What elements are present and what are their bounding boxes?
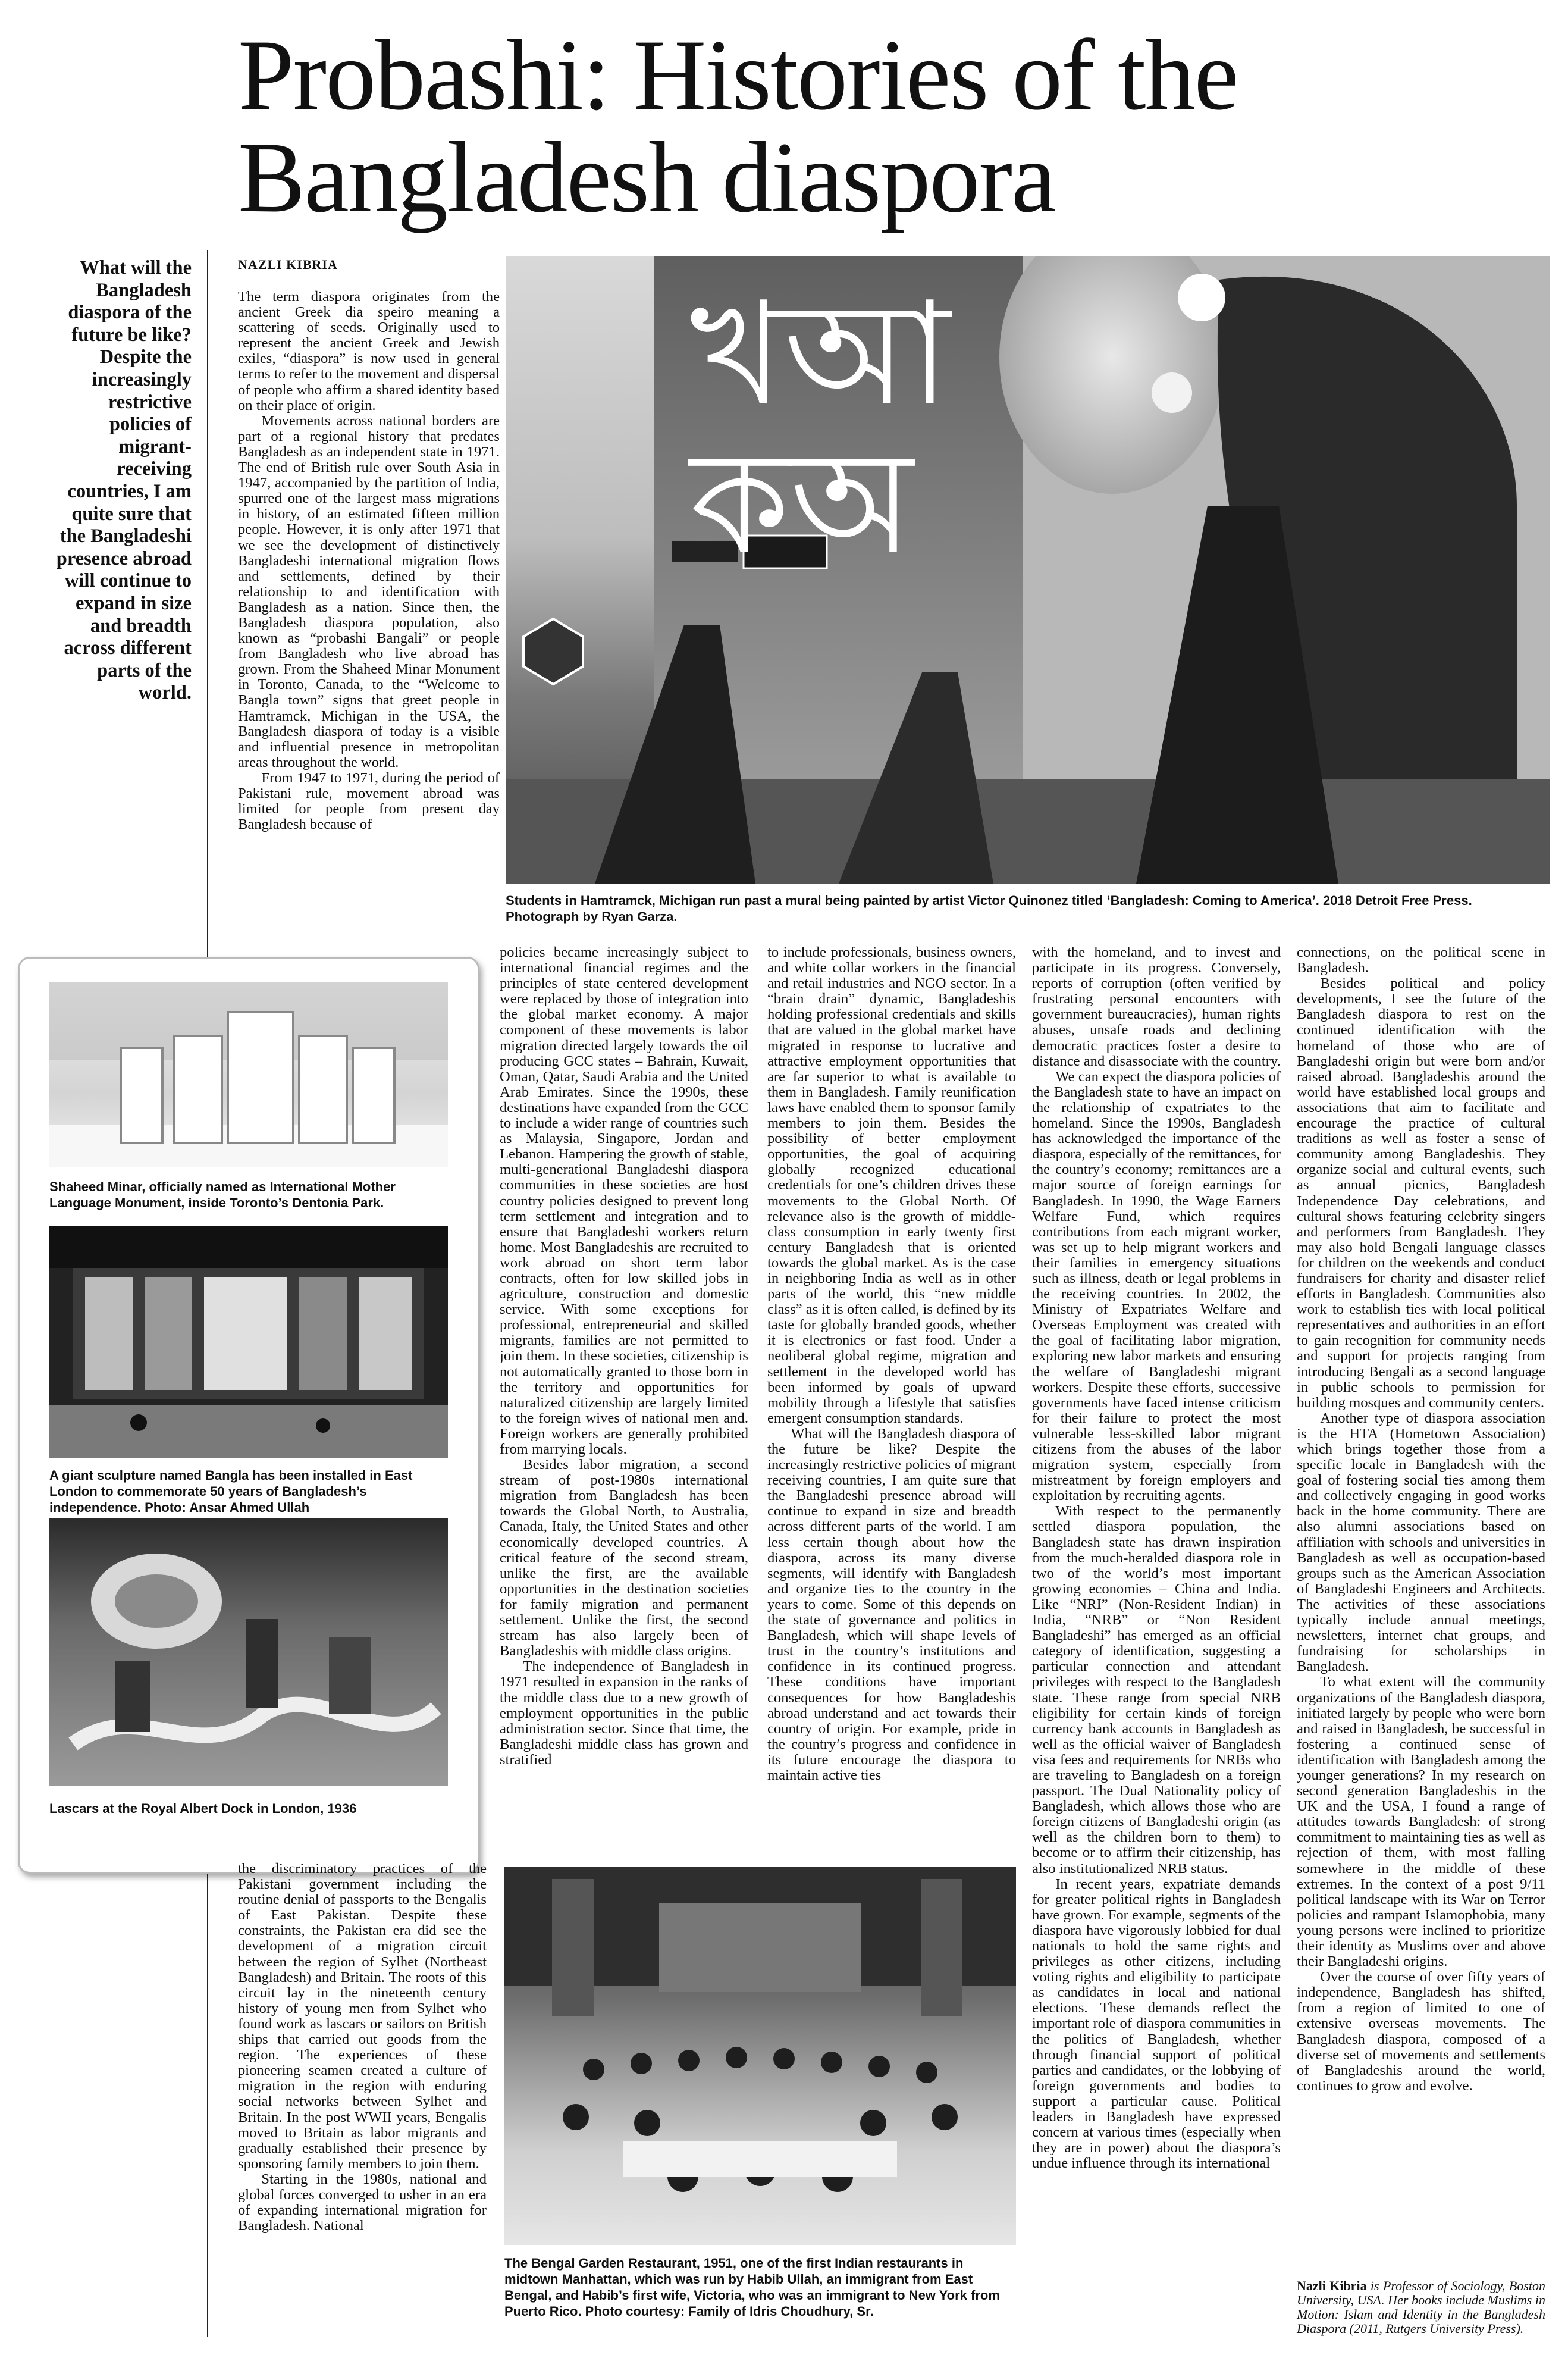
column-rule [207, 1861, 208, 2337]
paragraph: With respect to the permanently settled diaspora population, the Bangladesh state has drawn inspiration from the much-heralded diaspora role in two of the world’s most important growing economies – China and India. Like “NRI” (Non-Resident Indian) in India, “NRB” or “Non Resident Bangladeshi” has emerged as an official category of identification, suggesting a particular connection and attendant privileges with respect to the Bangladesh state. These range from special NRB eligibility for certain kinds of foreign currency bank accounts in Bangladesh as well as the official waiver of Bangladesh visa fees and requirements for NRBs who are traveling to Bangladesh on a foreign passport. The Dual Nationality policy of Bangladesh, which allows those who are foreign citizens of Bangladeshi origin (as well as the children born to them) to become or to affirm their citizenship, has also institutionalized NRB status. [1032, 1503, 1281, 1877]
paragraph: The independence of Bangladesh in 1971 resulted in expansion in the ranks of the middle class due to a new growth of employment opportunities in the public administration sector. Since that time, the Bangladeshi middle class has grown and stratified [500, 1658, 748, 1768]
author-description: is Professor of Sociology, Boston University, USA. Her books include Muslims in Motion: Islam and Identity in the Bangladesh Diaspora (2011, Rutgers University Press). [1297, 2278, 1546, 2336]
article-column-5 [1297, 945, 1545, 2278]
headline: Probashi: Histories of the Bangladesh diaspora [238, 19, 1238, 233]
paragraph: policies became increasingly subject to international financial regimes and the principles of state centered development were replaced by those of integration into the global market economy. A major component of these movements is labor migration directed largely towards the oil producing GCC states – Bahrain, Kuwait, Oman, Qatar, Saudi Arabia and the United Arab Emirates. Since the 1990s, these destinations have expanded from the GCC to include a wider range of countries such as Malaysia, Singapore, Jordan and Lebanon. Hampering the growth of stable, multi-generational Bangladeshi diaspora communities in these societies are host country policies designed to prevent long term settlement and integration and to ensure that Bangladeshi workers return home. Most Bangladeshis are recruited to work abroad on short term labor contracts, often for low skilled jobs in agriculture, construction and domestic service. With some exceptions for professional, entrepreneurial and skilled migrants, families are not permitted to join them. In these societies, citizenship is not automatically granted to those born in the territory and opportunities for naturalized citizenship are largely limited to the foreign wives of national men and. Foreign workers are generally prohibited from marrying locals. [500, 945, 748, 1457]
paragraph: Besides labor migration, a second stream of post-1980s international migration from Bangladesh has been towards the Global North, to Australia, Canada, Italy, the United States and other economically developed countries. A critical feature of the second stream, unlike the first, are the available opportunities in the destination societies for family migration and permanent settlement. Unlike the first, the second stream has also largely been of Bangladeshis with middle class origins. [500, 1457, 748, 1659]
mural-illustration [506, 256, 1550, 884]
bangla-sculpture-caption: A giant sculpture named Bangla has been installed in East London to commemorate 50 years of Bangladesh’s independence. Photo: Ansar Ahmed Ullah [49, 1468, 413, 1515]
restaurant-photo [504, 1867, 1016, 2245]
mural-text: খআকঅ [690, 271, 951, 586]
lascars-photo [49, 1518, 448, 1786]
paragraph: We can expect the diaspora policies of the Bangladesh state to have an impact on the relationship of expatriates to the homeland. Since the 1990s, Bangladesh has acknowledged the importance of the diaspora, especially of the remittances, for the country’s economy; remittances are a major source of foreign earnings for Bangladesh. In 1990, the Wage Earners Welfare Fund, which requires contributions from each migrant worker, was set up to help migrant workers and their families in emergency situations such as illness, death or legal problems in the receiving countries. In 2002, the Ministry of Expatriates Welfare and Overseas Employment was created with the goal of facilitating labor migration, exploring new labor markets and ensuring the welfare of Bangladeshi migrant workers. Despite these efforts, successive governments have faced intense criticism for their failure to protect the most vulnerable less-skilled labor migrant citizens from the abuses of the labor migration system, especially from mistreatment by foreign employers and exploitation by recruiting agents. [1032, 1068, 1281, 1504]
paragraph: with the homeland, and to invest and participate in its progress. Conversely, reports of corruption (often verified by frustrating personal encounters with government bureaucracies), human rights abuses, unsafe roads and declining democratic practices foster a desire to distance and disassociate with the country. [1032, 945, 1281, 1069]
paragraph: Besides political and policy developments, I see the future of the Bangladesh diaspora to rest on the continued identification with the homeland of those who are of Bangladeshi origin but were born and/or raised abroad. Bangladeshis around the world have established local groups and associations that aim to facilitate and encourage the practice of cultural traditions as well as foster a sense of community among Bangladeshis. They organize social and cultural events, such as annual picnics, Bangladesh Independence Day celebrations, and cultural shows featuring celebrity singers and performers from Bangladesh. They may also hold Bengali language classes for children on the weekends and conduct fundraisers for charity and disaster relief efforts in Bangladesh. Communities also work to establish ties with local political representatives and authorities in an effort to gain recognition for community needs and support for projects ranging from introducing Bengali as a second language in public schools to permission for building mosques and community centers. [1297, 975, 1545, 1411]
restaurant-photo-caption: The Bengal Garden Restaurant, 1951, one of the first Indian restaurants in midtown Manhattan, which was run by Habib Ullah, an immigrant from East Bengal, and Habib’s first wife, Victoria, who was an immigrant to New York from Puerto Rico. Photo courtesy: Family of Idris Choudhury, Sr. [504, 2256, 1000, 2319]
paragraph: To what extent will the community organizations of the Bangladesh diaspora, initiated largely by people who were born and raised in Bangladesh, be successful in fostering a continued sense of identification with Bangladesh among the younger generations? In my research on second generation Bangladeshis in the UK and the USA, I found a range of attitudes towards Bangladesh: of strong commitment to maintaining ties as well as rejection of them, with most falling somewhere in the middle of these extremes. In the context of a post 9/11 political landscape with its War on Terror policies and rampant Islamophobia, many young persons were inclined to prioritize their identity as Muslims over and above their Bangladeshi origins. [1297, 1674, 1545, 1970]
bangla-sculpture-photo [49, 1226, 448, 1458]
paragraph: In recent years, expatriate demands for greater political rights in Bangladesh have grown. For example, segments of the diaspora have vigorously lobbied for dual nationals to hold the same rights and privileges as other citizens, including voting rights and eligibility to participate as candidates in local and national elections. These demands reflect the important role of diaspora communities in the politics of Bangladesh, whether through financial support of political parties and candidates, or the lobbying of foreign governments and bodies to support a particular cause. Political leaders in Bangladesh have expressed concern at various times (especially when they are in power) about the diaspora’s undue influence through its international [1032, 1875, 1281, 2172]
author-name: Nazli Kibria [1297, 2278, 1367, 2293]
paragraph: Another type of diaspora association is the HTA (Hometown Association) which brings together those from a specific locale in Bangladesh with the goal of fostering social ties among them and collectively engaging in good works back in the home community. There are also alumni associations based on affiliation with schools and universities in Bangladesh as well as occupation-based groups such as the American Association of Bangladeshi Engineers and Architects. The activities of these associations typically include annual meetings, newsletters, internet chat groups, and fundraising for scholarships in Bangladesh. [1297, 1410, 1545, 1675]
shaheed-minar-caption: Shaheed Minar, officially named as International Mother Language Monument, inside Toronto’s Dentonia Park. [49, 1179, 396, 1210]
byline: NAZLI KIBRIA [238, 257, 338, 272]
author-bio [1297, 2279, 1545, 2336]
paragraph: to include professionals, business owners, and white collar workers in the financial and retail industries and NGO sector. In a “brain drain” dynamic, Bangladeshis holding professional credentials and skills that are valued in the global market have migrated in response to lucrative and attractive employment opportunities that are far superior to what is available to them in Bangladesh. Family reunification laws have enabled them to sponsor family members to join them. Besides the possibility of better employment opportunities, the goal of acquiring globally recognized educational credentials for one’s children drives these movements to the Global North. Of relevance also is the growth of middle-class consumption in early twenty first century Bangladesh that is oriented towards the global market. As is the case in neighboring India as well as in other parts of the world, this “new middle class” as it is often called, is defined by its taste for globally branded goods, whether it is electronics or fast food. Under a neoliberal global regime, migration and settlement in the developed world has been informed by goals of upward mobility through a lifestyle that satisfies emergent consumption standards. [767, 945, 1016, 1426]
photo-sidebar [18, 957, 479, 1874]
pull-quote: What will the Bangladesh diaspora of the future be like? Despite the increasingly restrictive policies of migrant-receiving countries, I am quite sure that the Bangladeshi presence abroad will continue to expand in size and breadth across different parts of the world. [56, 257, 192, 704]
paragraph: connections, on the political scene in Bangladesh. [1297, 945, 1545, 976]
paragraph: the discriminatory practices of the Pakistani government including the routine denial of passports to the Bengalis of East Pakistan. Despite these constraints, the Pakistan era did see the development of a migration circuit between the region of Sylhet (Northeast Bangladesh) and Britain. The roots of this circuit lay in the nineteenth century history of young men from Sylhet who found work as lascars or sailors on British ships that carried out goods from the region. The experiences of these pioneering seamen created a culture of migration in the region with enduring social networks between Sylhet and Britain. In the post WWII years, Bengalis moved to Britain as labor migrants and gradually established their presence by sponsoring family members to join them. [238, 1861, 487, 2172]
article-column-1 [238, 289, 500, 944]
main-photo-caption: Students in Hamtramck, Michigan run past a mural being painted by artist Victor Quinonez titled ‘Bangladesh: Coming to America’. 2018 Detroit Free Press. Photograph by Ryan Garza. [506, 893, 1472, 924]
paragraph: Starting in the 1980s, national and global forces converged to usher in an era of expanding international migration for Bangladesh. National [238, 2171, 487, 2234]
lascars-caption: Lascars at the Royal Albert Dock in London, 1936 [49, 1801, 357, 1816]
article-column-1-continued [238, 1861, 487, 2343]
column-rule [207, 250, 208, 958]
paragraph: The term diaspora originates from the ancient Greek dia speiro meaning a scattering of seeds. Originally used to represent the ancient Greek and Jewish exiles, “diaspora” is now used in general terms to refer to the movement and dispersal of people who affirm a shared identity based on their place of origin. [238, 289, 500, 414]
article-column-3 [767, 945, 1016, 1861]
article-column-2 [500, 945, 748, 1861]
article-column-4 [1032, 945, 1281, 2343]
shaheed-minar-photo [49, 982, 448, 1167]
paragraph: Movements across national borders are part of a regional history that predates Bangladesh as an independent state in 1971. The end of British rule over South Asia in 1947, accompanied by the partition of India, spurred one of the largest mass migrations in history, of an estimated fifteen million people. However, it is only after 1971 that we see the development of distinctively Bangladeshi international migration flows and settlements, defined by their relationship to and identification with Bangladesh as a nation. Since then, the Bangladesh diaspora population, also known as “probashi Bangali” or people from Bangladesh who live abroad has grown. From the Shaheed Minar Monument in Toronto, Canada, to the “Welcome to Bangla town” signs that greet people in Hamtramck, Michigan in the USA, the Bangladesh diaspora of today is a visible and influential presence in metropolitan areas throughout the world. [238, 412, 500, 771]
paragraph: Over the course of over fifty years of independence, Bangladesh has shifted, from a region of limited to one of extensive overseas movements. The Bangladesh diaspora, composed of a diverse set of movements and settlements of Bangladeshis around the world, continues to grow and evolve. [1297, 1969, 1545, 2094]
main-photo [506, 256, 1550, 884]
paragraph: What will the Bangladesh diaspora of the future be like? Despite the increasingly restrictive policies of migrant receiving countries, I am quite sure that the Bangladeshi presence abroad will continue to expand in size and breadth across different parts of the world. I am less certain though about how the diaspora, across its many diverse segments, will identify with Bangladesh and organize ties to the country in the years to come. Some of this depends on the state of governance and politics in Bangladesh, which will shape levels of trust in the country’s institutions and confidence in its continued progress. These conditions have important consequences for how Bangladeshis abroad understand and act towards their country of origin. For example, pride in the country’s progress and confidence in its future encourage the diaspora to maintain active ties [767, 1425, 1016, 1783]
paragraph: From 1947 to 1971, during the period of Pakistani rule, movement abroad was limited for people from present day Bangladesh because of [238, 769, 500, 833]
